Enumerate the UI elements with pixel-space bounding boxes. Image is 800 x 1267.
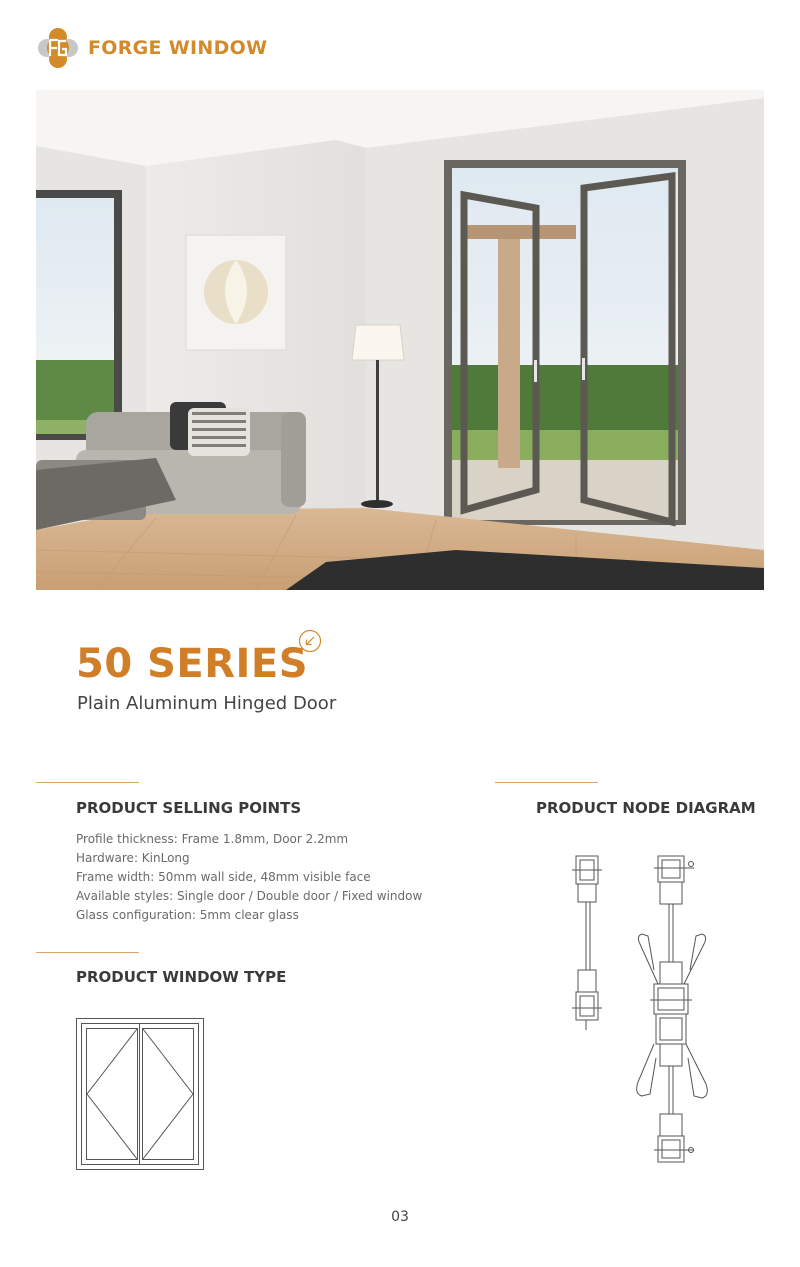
selling-points-heading: PRODUCT SELLING POINTS bbox=[76, 799, 302, 817]
arrow-down-left-circle-icon bbox=[298, 629, 322, 653]
brand-name: FORGE WINDOW bbox=[88, 37, 268, 59]
double-door-diagram bbox=[76, 1018, 204, 1170]
series-subtitle: Plain Aluminum Hinged Door bbox=[77, 693, 337, 714]
section-divider bbox=[36, 952, 139, 953]
profile-node-diagram bbox=[566, 852, 716, 1172]
hero-room-image bbox=[36, 90, 764, 590]
selling-point-item: Available styles: Single door / Double door / Fixed window bbox=[76, 889, 423, 903]
series-title: 50 SERIES bbox=[76, 641, 309, 687]
selling-point-item: Hardware: KinLong bbox=[76, 851, 190, 865]
selling-point-item: Profile thickness: Frame 1.8mm, Door 2.2mm bbox=[76, 832, 349, 846]
brand-logo bbox=[36, 26, 267, 70]
page-number: 03 bbox=[391, 1209, 409, 1225]
forge-window-logo-icon bbox=[36, 26, 80, 70]
selling-point-item: Frame width: 50mm wall side, 48mm visible face bbox=[76, 870, 371, 884]
node-diagram-heading: PRODUCT NODE DIAGRAM bbox=[536, 799, 756, 817]
selling-point-item: Glass configuration: 5mm clear glass bbox=[76, 908, 299, 922]
section-divider bbox=[36, 782, 139, 783]
selling-points-list bbox=[76, 830, 422, 925]
window-type-heading: PRODUCT WINDOW TYPE bbox=[76, 968, 287, 986]
section-divider bbox=[495, 782, 598, 783]
